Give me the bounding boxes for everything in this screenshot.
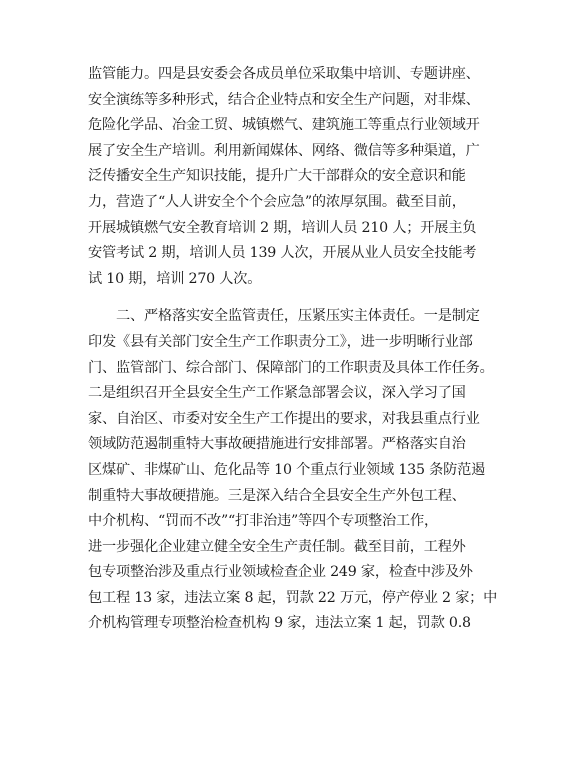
text-line: 安管考试 2 期，培训人员 139 人次，开展从业人员安全技能考 <box>88 245 477 262</box>
body-text <box>88 62 500 637</box>
text-line: 监管能力。四是县安委会各成员单位采取集中培训、专题讲座、 <box>88 66 480 82</box>
text-line: 危险化学品、冶金工贸、城镇燃气、建筑施工等重点行业领域开 <box>88 117 480 134</box>
paragraph-gap <box>88 292 500 304</box>
text-line: 家、自治区、市委对安全生产工作提出的要求，对我县重点行业 <box>88 410 480 427</box>
text-line: 中介机构、“罚而不改”“打非治违”等四个专项整治工作， <box>88 513 438 530</box>
text-line: 安全演练等多种形式，结合企业特点和安全生产问题，对非煤、 <box>88 91 480 108</box>
section-heading-line: 二、严格落实安全监管责任，压紧压实主体责任。一是制定 <box>116 308 480 325</box>
text-line: 力，营造了“人人讲安全个个会应急”的浓厚氛围。截至目前， <box>88 193 466 210</box>
paragraph-2 <box>88 304 500 637</box>
text-line: 试 10 期，培训 270 人次。 <box>88 270 262 287</box>
text-line: 制重特大事故硬措施。三是深入结合全县安全生产外包工程、 <box>88 487 466 504</box>
text-line: 印发《县有关部门安全生产工作职责分工》，进一步明晰行业部 <box>88 333 473 350</box>
text-line: 展了安全生产培训。利用新闻媒体、网络、微信等多种渠道，广 <box>88 142 480 159</box>
text-line: 二是组织召开全县安全生产工作紧急部署会议，深入学习了国 <box>88 385 466 402</box>
text-line: 区煤矿、非煤矿山、危化品等 10 个重点行业领域 135 条防范遏 <box>88 461 486 478</box>
text-line: 泛传播安全生产知识技能，提升广大干部群众的安全意识和能 <box>88 168 466 185</box>
text-line: 开展城镇燃气安全教育培训 2 期，培训人员 210 人；开展主负 <box>88 219 477 236</box>
text-line: 包专项整治涉及重点行业领域检查企业 249 家，检查中涉及外 <box>88 564 473 581</box>
text-line: 门、监管部门、综合部门、保障部门的工作职责及具体工作任务。 <box>88 359 494 376</box>
text-line: 领域防范遏制重特大事故硬措施进行安排部署。严格落实自治 <box>88 436 466 453</box>
text-line: 进一步强化企业建立健全安全生产责任制。截至目前，工程外 <box>88 538 466 555</box>
text-line: 包工程 13 家，违法立案 8 起，罚款 22 万元，停产停业 2 家；中 <box>88 589 498 606</box>
text-line: 介机构管理专项整治检查机构 9 家，违法立案 1 起，罚款 0.8 <box>88 615 471 632</box>
paragraph-1 <box>88 62 500 292</box>
